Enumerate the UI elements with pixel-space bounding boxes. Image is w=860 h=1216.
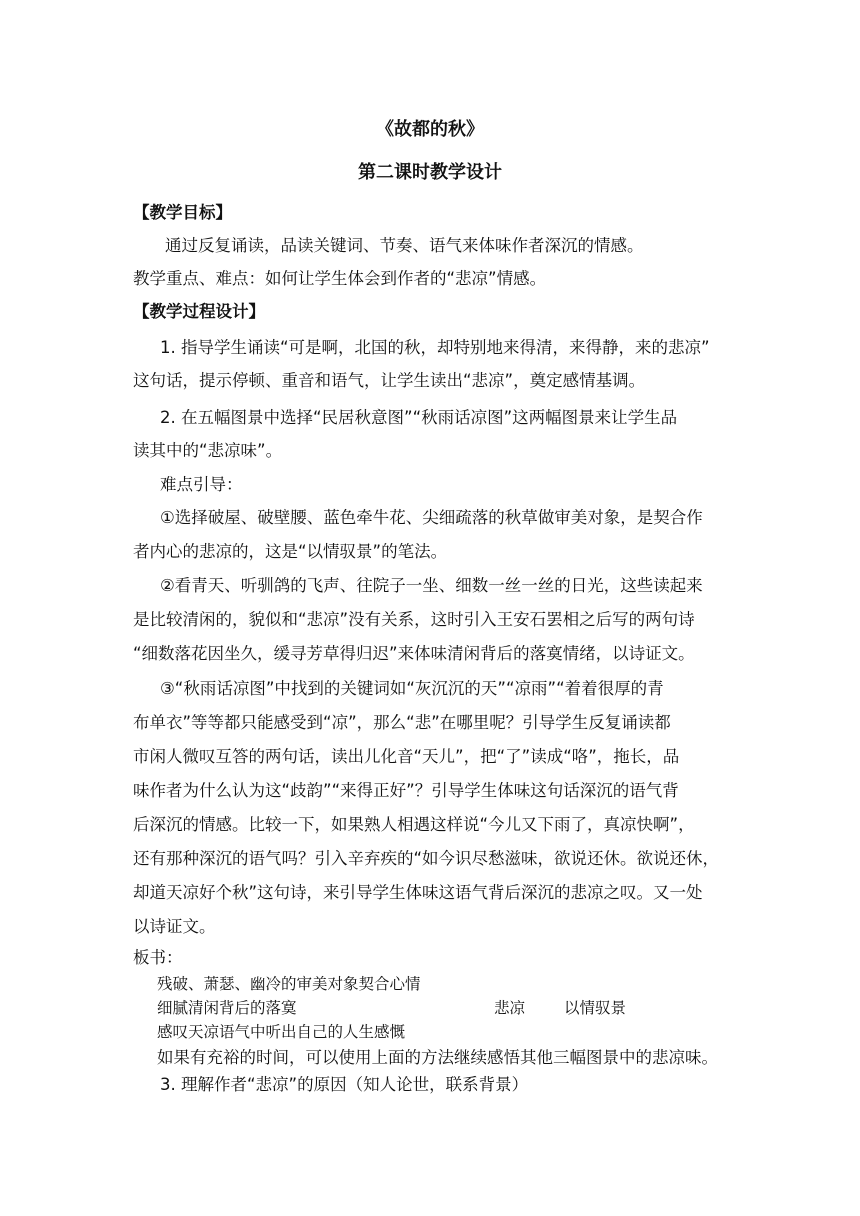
- process-heading: 【教学过程设计】: [133, 302, 265, 321]
- paragraph-1-line-1: 1. 指导学生诵读“可是啊，北国的秋，却特别地来得清，来得静，来的悲凉”: [160, 338, 710, 357]
- point-3-line-4: 味作者为什么认为这“歧韵”“来得正好”？引导学生体味这句话深沉的语气背: [133, 781, 679, 800]
- key-points: 教学重点、难点：如何让学生体会到作者的“悲凉”情感。: [133, 269, 547, 288]
- point-3-line-6: 还有那种深沉的语气吗？引入辛弃疾的“如今识尽愁滋味，欲说还休。欲说还休，: [133, 849, 720, 868]
- goal-text: 通过反复诵读，品读关键词、节奏、语气来体味作者深沉的情感。: [165, 236, 644, 255]
- guide-label: 难点引导：: [160, 475, 243, 494]
- board-line-3: 感叹天凉语气中听出自己的人生感慨: [157, 1023, 406, 1041]
- board-label: 板书：: [133, 948, 183, 967]
- paragraph-2-line-1: 2. 在五幅图景中选择“民居秋意图”“秋雨话凉图”这两幅图景来让学生品: [160, 408, 678, 427]
- extra-note: 如果有充裕的时间，可以使用上面的方法继续感悟其他三幅图景中的悲凉味。: [157, 1048, 718, 1067]
- point-2-line-2: 是比较清闲的，貌似和“悲凉”没有关系，这时引入王安石罢相之后写的两句诗: [133, 610, 695, 629]
- point-3-line-3: 市闲人微叹互答的两句话，读出儿化音“天儿”，把“了”读成“咯”，拖长，品: [133, 747, 680, 766]
- point-1-line-1: ①选择破屋、破壁腰、蓝色牵牛花、尖细疏落的秋草做审美对象，是契合作: [160, 508, 703, 527]
- goal-heading: 【教学目标】: [133, 203, 232, 222]
- page-title: 《故都的秋》: [376, 119, 484, 140]
- point-2-line-3: “细数落花因坐久，缓寻芳草得归迟”来体味清闲背后的落寞情绪，以诗证文。: [133, 644, 695, 663]
- point-3-line-2: 布单衣”等等都只能感受到“凉”，那么“悲”在哪里呢？引导学生反复诵读都: [133, 713, 671, 732]
- board-line-1: 残破、萧瑟、幽冷的审美对象契合心情: [157, 975, 421, 993]
- point-3-line-1: ③“秋雨话凉图”中找到的关键词如“灰沉沉的天”“凉雨”“着着很厚的青: [160, 679, 664, 698]
- point-3-line-8: 以诗证文。: [133, 917, 216, 936]
- board-right-word: 以情驭景: [564, 999, 627, 1017]
- paragraph-1-line-2: 这句话，提示停顿、重音和语气，让学生读出“悲凉”，奠定感情基调。: [133, 371, 646, 390]
- board-line-2: 细腻清闲背后的落寞: [157, 999, 297, 1017]
- point-3-line-5: 后深沉的情感。比较一下，如果熟人相遇这样说“今儿又下雨了，真凉快啊”，: [133, 815, 695, 834]
- board-center-word: 悲凉: [494, 999, 526, 1017]
- point-2-line-1: ②看青天、听驯鸽的飞声、往院子一坐、细数一丝一丝的日光，这些读起来: [160, 576, 703, 595]
- point-1-line-2: 者内心的悲凉的，这是“以情驭景”的笔法。: [133, 542, 448, 561]
- page-subtitle: 第二课时教学设计: [358, 162, 502, 183]
- point-3-line-7: 却道天凉好个秋”这句诗，来引导学生体味这语气背后深沉的悲凉之叹。又一处: [133, 883, 703, 902]
- paragraph-2-line-2: 读其中的“悲凉味”。: [133, 441, 283, 460]
- paragraph-3: 3. 理解作者“悲凉”的原因（知人论世，联系背景）: [160, 1075, 529, 1094]
